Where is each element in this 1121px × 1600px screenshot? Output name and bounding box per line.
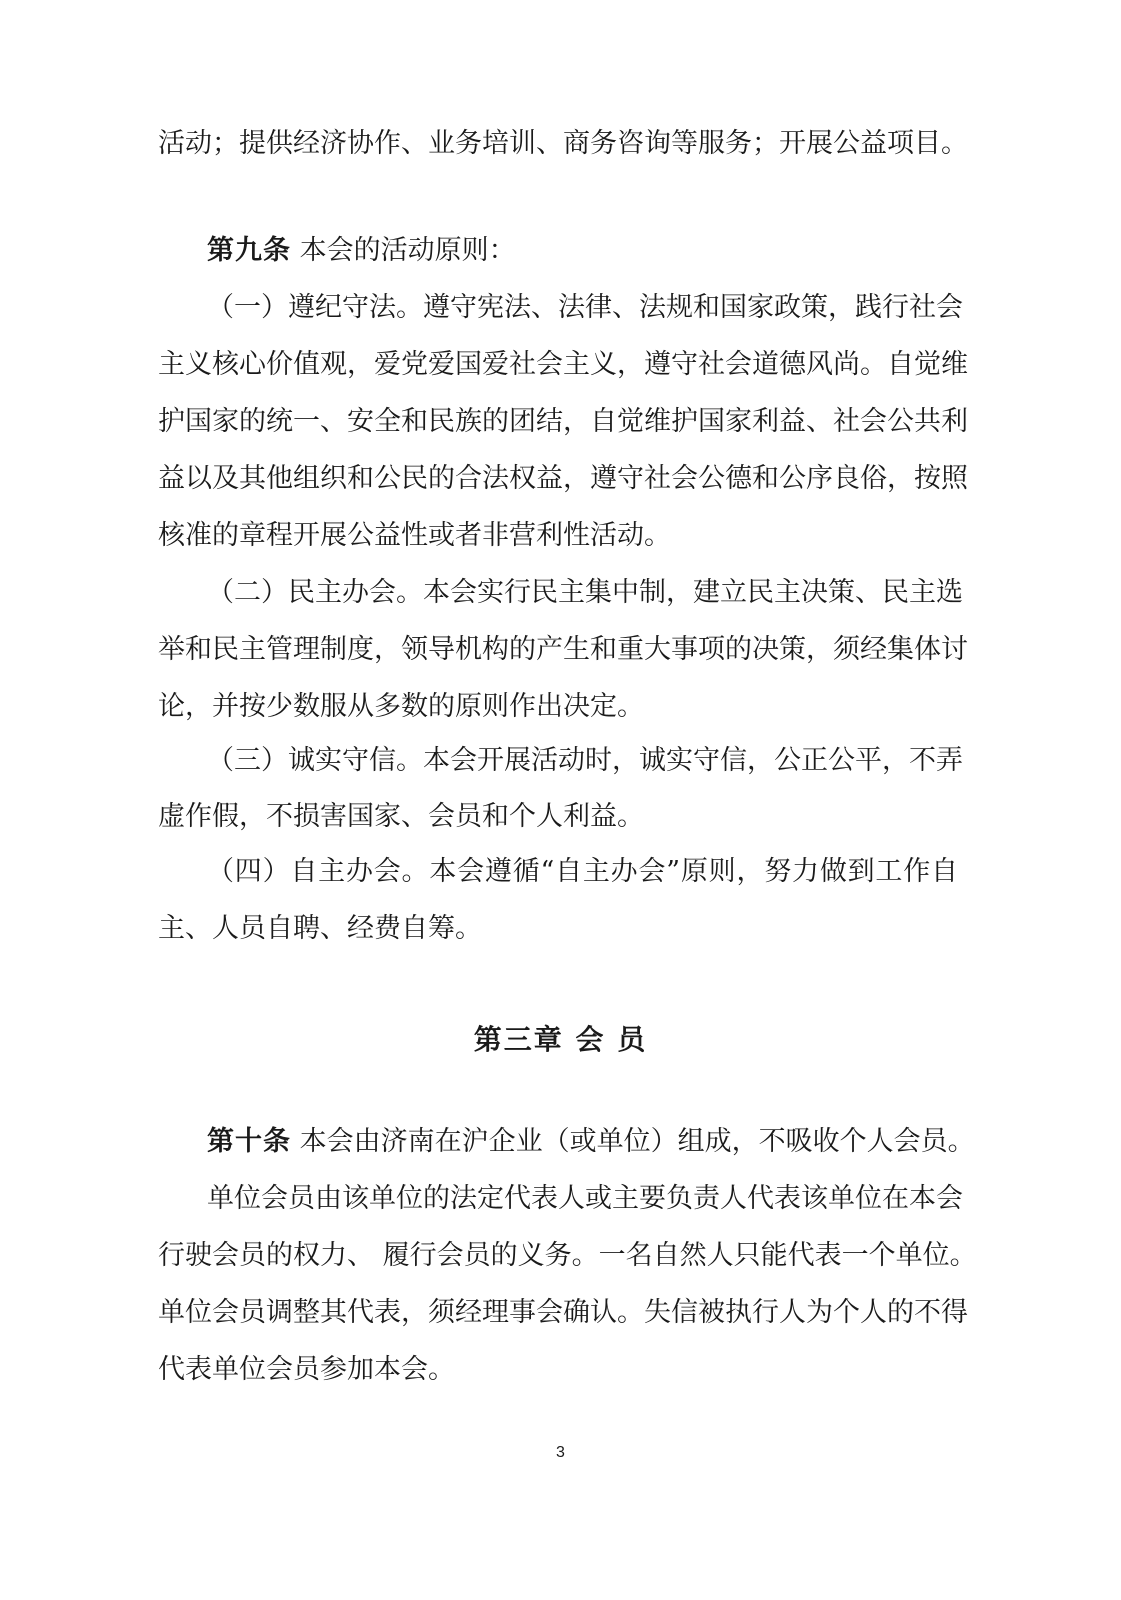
article-9-text: 本会的活动原则： — [299, 235, 516, 266]
paragraph-line: 举和民主管理制度，领导机构的产生和重大事项的决策，须经集体讨 — [158, 634, 968, 665]
paragraph-line: （四）自主办会。本会遵循“自主办会”原则，努力做到工作自 — [207, 856, 958, 887]
paragraph-line: （二）民主办会。本会实行民主集中制，建立民主决策、民主选 — [207, 577, 963, 608]
paragraph-line: 论，并按少数服从多数的原则作出决定。 — [158, 691, 644, 722]
paragraph-line: 单位会员调整其代表，须经理事会确认。失信被执行人为个人的不得 — [158, 1297, 968, 1328]
paragraph-line: 核准的章程开展公益性或者非营利性活动。 — [158, 520, 671, 551]
paragraph-line: 单位会员由该单位的法定代表人或主要负责人代表该单位在本会 — [207, 1183, 963, 1214]
continuation-line: 活动；提供经济协作、业务培训、商务咨询等服务；开展公益项目。 — [158, 128, 968, 159]
paragraph-line: （三）诚实守信。本会开展活动时，诚实守信，公正公平，不弄 — [207, 745, 963, 776]
page-number: 3 — [556, 1444, 565, 1461]
article-9-heading: 第九条 — [207, 235, 291, 266]
paragraph-line: 护国家的统一、安全和民族的团结，自觉维护国家利益、社会公共利 — [158, 406, 968, 437]
paragraph-line: 代表单位会员参加本会。 — [158, 1354, 455, 1385]
article-10 — [207, 1125, 975, 1159]
paragraph-line: 虚作假，不损害国家、会员和个人利益。 — [158, 801, 644, 832]
paragraph-line: （一）遵纪守法。遵守宪法、法律、法规和国家政策，践行社会 — [207, 292, 963, 323]
paragraph-line: 益以及其他组织和公民的合法权益，遵守社会公德和公序良俗，按照 — [158, 463, 968, 494]
paragraph-line: 行驶会员的权力、 履行会员的义务。一名自然人只能代表一个单位。 — [158, 1240, 977, 1271]
paragraph-line: 主义核心价值观，爱党爱国爱社会主义，遵守社会道德风尚。自觉维 — [158, 349, 968, 380]
article-10-heading: 第十条 — [207, 1126, 291, 1157]
chapter-title: 第三章 会 员 — [473, 1023, 648, 1056]
article-9 — [207, 234, 516, 268]
paragraph-line: 主、人员自聘、经费自筹。 — [158, 913, 482, 944]
article-10-text: 本会由济南在沪企业（或单位）组成，不吸收个人会员。 — [299, 1126, 975, 1157]
